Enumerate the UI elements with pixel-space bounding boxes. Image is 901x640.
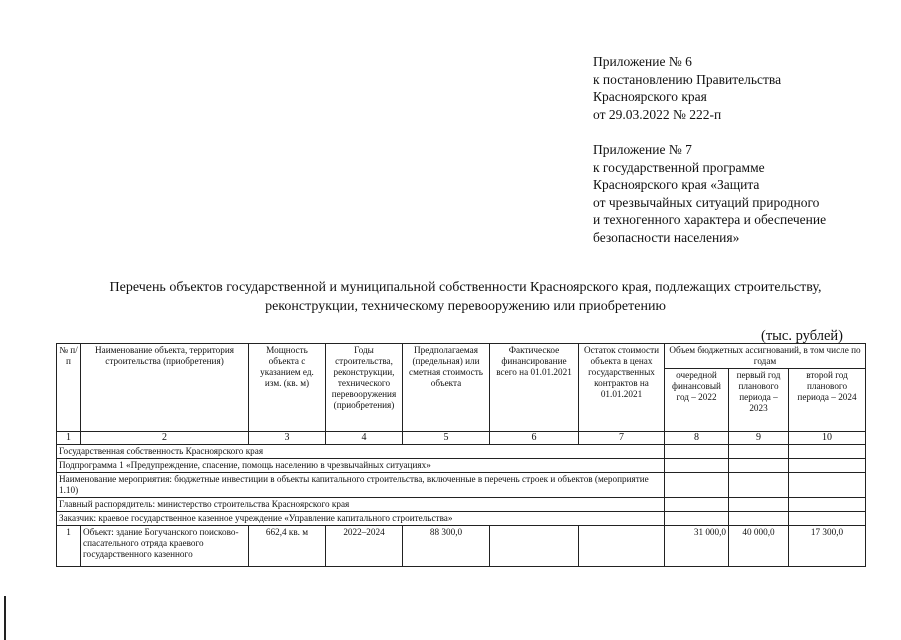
header-name: Наименование объекта, территория строительства (приобретения) bbox=[81, 344, 249, 432]
title-line-2: реконструкции, техническому перевооружению или приобретению bbox=[265, 299, 666, 314]
appendix-7-line: и техногенного характера и обеспечение bbox=[593, 212, 827, 227]
appendix-6-line: к постановлению Правительства bbox=[593, 71, 782, 87]
section-row bbox=[57, 473, 866, 498]
column-number: 9 bbox=[729, 432, 789, 445]
section-main-manager: Главный распорядитель: министерство строительства Красноярского края bbox=[57, 498, 665, 512]
appendix-7-line: безопасности населения» bbox=[593, 229, 740, 245]
appendix-7-line: Красноярского края «Защита bbox=[593, 177, 760, 192]
header-actual-financing: Фактическое финансирование всего на 01.01.2021 bbox=[490, 344, 579, 432]
title-line-1: Перечень объектов государственной и муниципальной собственности Красноярского края, подлежащих строительству, bbox=[109, 280, 822, 295]
header-budget-group: Объем бюджетных ассигнований, в том числе по годам bbox=[665, 344, 866, 369]
appendix-6-line: от 29.03.2022 № 222-п bbox=[593, 106, 722, 122]
column-number-row bbox=[57, 432, 866, 445]
objects-table bbox=[56, 343, 866, 567]
empty-cell bbox=[665, 473, 729, 498]
section-subprogram: Подпрограмма 1 «Предупреждение, спасение, помощь населению в чрезвычайных ситуациях» bbox=[57, 459, 665, 473]
header-year-2024: второй год планового периода – 2024 bbox=[789, 369, 866, 432]
header-year-2023: первый год планового периода – 2023 bbox=[729, 369, 789, 432]
column-number: 2 bbox=[81, 432, 249, 445]
section-measure: Наименование мероприятия: бюджетные инвестиции в объекты капитального строительства, включенные в перечень строек и объектов (мероприятие 1.10) bbox=[57, 473, 665, 498]
row-years: 2022–2024 bbox=[326, 526, 403, 567]
row-name: Объект: здание Богучанского поисково-спасательного отряда краевого государственного казенного bbox=[81, 526, 249, 567]
appendix-7-line: от чрезвычайных ситуаций природного bbox=[593, 194, 820, 210]
appendix-6-line: Приложение № 6 bbox=[593, 54, 692, 69]
section-row bbox=[57, 512, 866, 526]
units-label: (тыс. рублей) bbox=[761, 328, 843, 344]
header-num: № п/п bbox=[57, 344, 81, 432]
empty-cell bbox=[665, 459, 729, 473]
appendix-6-block bbox=[593, 53, 781, 123]
section-row bbox=[57, 445, 866, 459]
appendix-7-line: Приложение № 7 bbox=[593, 142, 692, 157]
left-margin-mark bbox=[4, 596, 6, 640]
section-customer: Заказчик: краевое государственное казенное учреждение «Управление капитального строительства» bbox=[57, 512, 665, 526]
empty-cell bbox=[789, 512, 866, 526]
appendix-7-block bbox=[593, 141, 826, 246]
empty-cell bbox=[729, 512, 789, 526]
empty-cell bbox=[729, 473, 789, 498]
empty-cell bbox=[665, 445, 729, 459]
empty-cell bbox=[789, 459, 866, 473]
column-number: 7 bbox=[579, 432, 665, 445]
empty-cell bbox=[729, 459, 789, 473]
column-number: 4 bbox=[326, 432, 403, 445]
row-actual-financing bbox=[490, 526, 579, 567]
empty-cell bbox=[789, 473, 866, 498]
appendix-7-line: к государственной программе bbox=[593, 159, 765, 175]
header-year-2022: очередной финансовый год – 2022 bbox=[665, 369, 729, 432]
column-number: 3 bbox=[249, 432, 326, 445]
row-y2023: 40 000,0 bbox=[729, 526, 789, 567]
header-capacity: Мощность объекта с указанием ед. изм. (кв. м) bbox=[249, 344, 326, 432]
empty-cell bbox=[789, 498, 866, 512]
header-years: Годы строительства, реконструкции, технического перевооружения (приобретения) bbox=[326, 344, 403, 432]
table-row bbox=[57, 526, 866, 567]
row-estimated-cost: 88 300,0 bbox=[403, 526, 490, 567]
column-number: 10 bbox=[789, 432, 866, 445]
section-row bbox=[57, 498, 866, 512]
header-remaining-cost: Остаток стоимости объекта в ценах государственных контрактов на 01.01.2021 bbox=[579, 344, 665, 432]
column-number: 8 bbox=[665, 432, 729, 445]
empty-cell bbox=[729, 445, 789, 459]
empty-cell bbox=[789, 445, 866, 459]
row-y2024: 17 300,0 bbox=[789, 526, 866, 567]
row-capacity: 662,4 кв. м bbox=[249, 526, 326, 567]
row-remaining-cost bbox=[579, 526, 665, 567]
section-row bbox=[57, 459, 866, 473]
header-row-1 bbox=[57, 344, 866, 369]
document-title bbox=[40, 278, 891, 316]
section-ownership: Государственная собственность Красноярского края bbox=[57, 445, 665, 459]
empty-cell bbox=[665, 512, 729, 526]
empty-cell bbox=[729, 498, 789, 512]
row-num: 1 bbox=[57, 526, 81, 567]
empty-cell bbox=[665, 498, 729, 512]
column-number: 1 bbox=[57, 432, 81, 445]
column-number: 5 bbox=[403, 432, 490, 445]
row-y2022: 31 000,0 bbox=[665, 526, 729, 567]
appendix-6-line: Красноярского края bbox=[593, 89, 707, 104]
column-number: 6 bbox=[490, 432, 579, 445]
header-estimated-cost: Предполагаемая (предельная) или сметная стоимость объекта bbox=[403, 344, 490, 432]
